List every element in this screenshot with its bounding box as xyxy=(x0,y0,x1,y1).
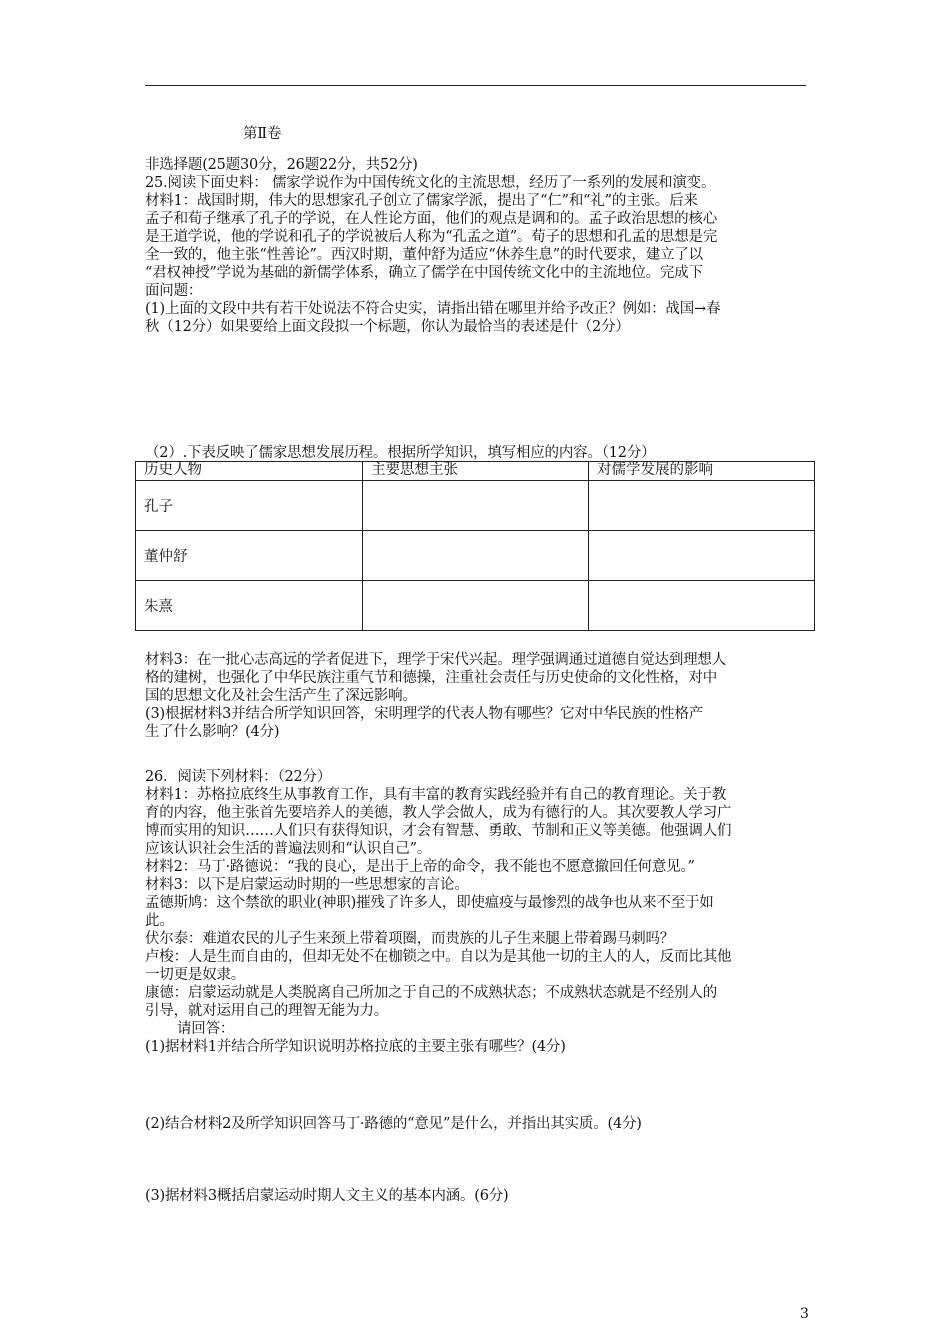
page-number: 3 xyxy=(800,1306,809,1322)
table-header-cell: 主要思想主张 xyxy=(363,462,589,481)
q26-title: 26．阅读下列材料：（22分） xyxy=(145,769,332,785)
table-cell-person: 孔子 xyxy=(136,481,363,531)
q26-material-line: 材料1：苏格拉底终生从事教育工作，具有丰富的教育实践经验并有自己的教育理论。关于教 xyxy=(145,787,727,803)
material1-line: “君权神授”学说为基础的新儒学体系，确立了儒学在中国传统文化中的主流地位。完成下 xyxy=(145,265,703,281)
q26-material-line: 应该认识社会生活的普遍法则和“认识自己”。 xyxy=(145,841,432,857)
question-25-3: (3)根据材料3并结合所学知识回答，宋明理学的代表人物有哪些？它对中华民族的性格产 xyxy=(145,706,704,722)
q26-material-line: 一切更是奴隶。 xyxy=(145,967,246,983)
q26-material-line: 材料2：马丁·路德说：“我的良心，是出于上帝的命令，我不能也不愿意撤回任何意见。” xyxy=(145,859,695,875)
q26-material-line: 康德：启蒙运动就是人类脱离自己所加之于自己的不成熟状态；不成熟状态就是不经别人的 xyxy=(145,985,717,1001)
question-26-3: (3)据材料3概括启蒙运动时期人文主义的基本内涵。(6分) xyxy=(145,1188,509,1204)
table-header-cell: 对儒学发展的影响 xyxy=(589,462,815,481)
q26-material-line: 引导，就对运用自己的理智无能为力。 xyxy=(145,1003,389,1019)
question-25-1: (1)上面的文段中共有若干处说法不符合史实，请指出错在哪里并给予改正？例如：战国→春 xyxy=(145,301,721,317)
section-title: 第Ⅱ卷 xyxy=(243,126,282,142)
q26-material-line: 伏尔泰：难道农民的儿子生来颈上带着项圈，而贵族的儿子生来腿上带着踢马刺吗？ xyxy=(145,931,675,947)
table-cell-blank xyxy=(589,581,815,631)
q26-material-line: 卢梭：人是生而自由的，但却无处不在枷锁之中。自以为是其他一切的主人的人，反而比其他 xyxy=(145,949,732,965)
question-25-1: 秋（12分）如果要给上面文段拟一个标题，你认为最恰当的表述是什（2分） xyxy=(145,319,630,335)
table-cell-person: 朱熹 xyxy=(136,581,363,631)
table-cell-person: 董仲舒 xyxy=(136,531,363,581)
table-row xyxy=(136,531,815,581)
table-cell-blank xyxy=(363,531,589,581)
question-26-2: (2)结合材料2及所学知识回答马丁·路德的“意见”是什么，并指出其实质。(4分) xyxy=(145,1116,642,1132)
q26-material-line: 材料3：以下是启蒙运动时期的一些思想家的言论。 xyxy=(145,877,469,893)
please-answer: 请回答： xyxy=(177,1021,235,1037)
table-cell-blank xyxy=(589,481,815,531)
q26-material-line: 育的内容，他主张首先要培养人的美德，教人学会做人，成为有德行的人。其次要教人学习广 xyxy=(145,805,732,821)
table-row xyxy=(136,481,815,531)
q26-material-line: 孟德斯鸠：这个禁欲的职业(神职)摧残了许多人，即使瘟疫与最惨烈的战争也从来不至于如 xyxy=(145,895,714,911)
table-cell-blank xyxy=(363,481,589,531)
material1-line: 是王道学说，他的学说和孔子的学说被后人称为“孔孟之道”。荀子的思想和孔孟的思想是完 xyxy=(145,229,718,245)
question-25-3: 生了什么影响？(4分) xyxy=(145,724,280,740)
material1-line: 全一致的，他主张“性善论”。西汉时期，董仲舒为适应“休养生息”的时代要求，建立了以 xyxy=(145,247,703,263)
header-rule xyxy=(145,85,806,86)
intro-line: 非选择题(25题30分，26题22分，共52分) xyxy=(145,157,418,173)
material3-line: 国的思想文化及社会生活产生了深远影响。 xyxy=(145,688,417,704)
question-26-1: (1)据材料1并结合所学知识说明苏格拉底的主要主张有哪些？(4分) xyxy=(145,1039,566,1055)
material1-line: 孟子和荀子继承了孔子的学说，在人性论方面，他们的观点是调和的。孟子政治思想的核心 xyxy=(145,211,717,227)
material3-line: 材料3：在一批心志高远的学者促进下，理学于宋代兴起。理学强调通过道德自觉达到理想人 xyxy=(145,652,727,668)
material1-line: 面问题： xyxy=(145,283,203,299)
table-cell-blank xyxy=(589,531,815,581)
confucianism-table xyxy=(135,461,815,631)
q25-line: 25.阅读下面史料： 儒家学说作为中国传统文化的主流思想，经历了一系列的发展和演变。 xyxy=(145,175,716,191)
material1-line: 材料1：战国时期，伟大的思想家孔子创立了儒家学派，提出了“仁”和“礼”的主张。后来 xyxy=(145,193,698,209)
q26-material-line: 博而实用的知识……人们只有获得知识，才会有智慧、勇敢、节制和正义等美德。他强调人们 xyxy=(145,823,732,839)
table-header-row xyxy=(136,462,815,481)
table-cell-blank xyxy=(363,581,589,631)
question-25-2: （2）.下表反映了儒家思想发展历程。根据所学知识，填写相应的内容。（12分） xyxy=(145,445,656,461)
table-row xyxy=(136,581,815,631)
q26-material-line: 此。 xyxy=(145,913,174,929)
table-header-cell: 历史人物 xyxy=(136,462,363,481)
material3-line: 格的建树，也强化了中华民族注重气节和德操，注重社会责任与历史使命的文化性格，对中 xyxy=(145,670,717,686)
